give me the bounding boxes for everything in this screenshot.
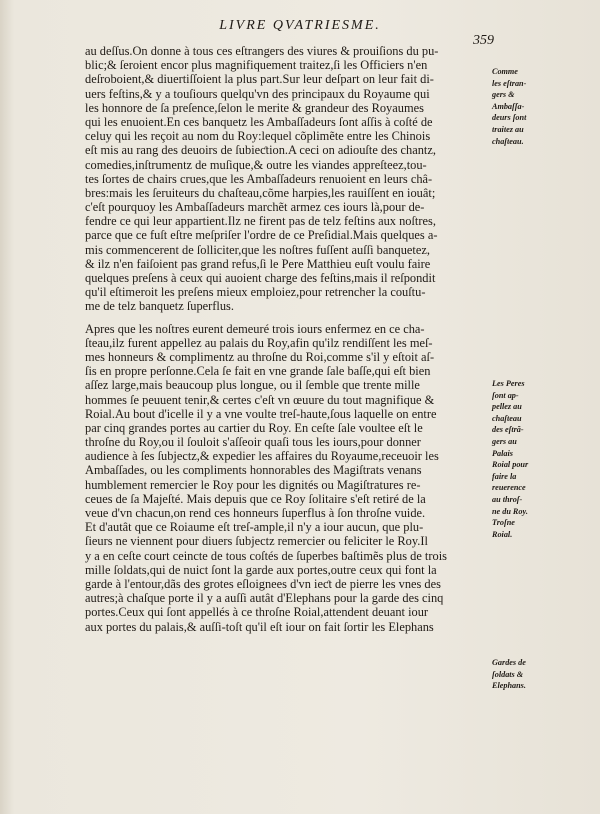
text-line: garde à l'entour,dãs des grotes eſloignees d'vn ieƈt de pierre les vnes des: [85, 576, 441, 591]
text-line: deſroboient,& diuertiſſoient la plus part.Sur leur deſpart on leur fait di-: [85, 72, 434, 87]
text-line: hommes ſe peuuent tenir,& certes c'eſt vn œuure du tout magnifique &: [85, 392, 435, 407]
margin-note-line: ſont ap-: [492, 390, 519, 400]
text-line: celuy qui les reçoit au nom du Roy:lequel cõplimẽte entre les Chinois: [85, 129, 431, 144]
text-line: ſis en propre perſonne.Cela ſe fait en vne grande ſale baſſe,qui eſt bien: [85, 364, 431, 379]
margin-note-line: pellez au: [492, 402, 522, 412]
text-line: veue d'vn chacun,on rend ces honneurs ſuperflus à ſon throſne vuide.: [85, 506, 426, 520]
margin-note-line: Gardes de: [492, 658, 526, 667]
text-line: par cinq grandes portes au cartier du Roy. En ceſte ſale voultee eſt le: [85, 420, 423, 435]
text-line: parce que ce fuſt eſtre meſpriſer l'ordre de ce Preſidial.Mais quelques a-: [85, 228, 438, 243]
paragraph-1: [85, 44, 487, 314]
text-line: aux portes du palais,& auſſi-toſt qu'il eſt iour on fait ſortir les Elephans: [85, 619, 434, 634]
margin-note-line: faire la: [492, 471, 517, 481]
text-line: les honnore de ſa preſence,ſelon le merite & grandeur des Royaumes: [85, 100, 424, 115]
margin-note-line: ſoldats &: [492, 669, 524, 679]
text-line: mis commencerent de ſolliciter,que les noſtres fuſſent auſſi banquetez,: [85, 242, 430, 257]
page-number: 359: [473, 33, 494, 48]
text-line: & ilz n'en faiſoient pas grand refus,ſi le Pere Matthieu euſt voulu faire: [85, 256, 431, 271]
text-line: y a en ceſte court ceincte de tous coſtés de ſuperbes baſtimẽs plus de trois: [85, 548, 447, 563]
text-line: ſteau,ilz furent appellez au palais du Roy,afin qu'ilz rendiſſent les meſ-: [85, 335, 433, 350]
margin-note-line: Roial pour: [492, 460, 529, 470]
margin-note-line: des eſtrã-: [492, 425, 524, 435]
text-line: autres;à chaſque porte il y a auſſi autât d'Elephans pour la garde des cinq: [85, 591, 444, 606]
text-line: me de telz banquetz ſuperflus.: [85, 299, 234, 314]
text-line: Roial.Au bout d'icelle il y a vne voulte treſ-haute,ſous laquelle on entre: [85, 406, 437, 421]
margin-note-line: Palais: [492, 448, 513, 458]
paragraph-2: [85, 322, 487, 634]
text-line: tes ſortes de chairs crues,que les Ambaſſadeurs renuoient en leurs châ-: [85, 171, 433, 186]
text-line: au deſſus.On donne à tous ces eſtrangers des viures & prouiſions du pu-: [85, 44, 439, 58]
margin-note-fathers-called: [492, 378, 552, 540]
margin-note-line: Comme: [492, 67, 518, 76]
running-head: LIVRE QVATRIESME.: [219, 18, 381, 33]
text-line: bres:mais les ſeruiteurs du chaſteau,cõme harpies,les rauiſſent en iouât;: [85, 185, 436, 200]
text-line: mille ſoldats,qui de nuict ſont la garde aux portes,outre ceux qui font la: [85, 562, 437, 577]
text-line: eſt mis au rang des deuoirs de ſubieƈtion.A ceci on adiouſte des chantz,: [85, 143, 436, 158]
margin-note-line: Roial.: [492, 529, 513, 539]
body-text: [85, 44, 487, 634]
text-line: Apres que les noſtres eurent demeuré trois iours enfermez en ce cha-: [85, 321, 425, 336]
margin-note-line: Ambaſſa-: [492, 101, 525, 111]
text-line: quelques preſens à ceux qui auoient charge des feſtins,mais il reſpondit: [85, 271, 436, 285]
text-line: comedies,inſtrumentz de muſique,& outre les viandes appreſteez,tou-: [85, 157, 427, 172]
text-line: blic;& ſeroient encor plus magnifiquement traitez,ſi les Officiers n'en: [85, 58, 428, 73]
text-line: mes honneurs & complimentz au throſne du Roi,comme s'il y eſtoit aſ-: [85, 349, 435, 364]
margin-note-line: au throſ-: [492, 494, 523, 504]
margin-note-line: Elephans.: [492, 681, 526, 691]
text-line: portes.Ceux qui ſont appellés à ce throſne Roial,attendent deuant iour: [85, 605, 429, 620]
text-line: uers feſtins,& y a touſiours quelqu'vn des principaux du Royaume qui: [85, 86, 430, 101]
margin-note-line: traitez au: [492, 124, 524, 134]
margin-note-line: Troſne: [492, 518, 515, 528]
margin-note-line: gers &: [492, 90, 515, 100]
text-line: aſſez large,mais beaucoup plus longue, ou il ſemble que trente mille: [85, 378, 420, 393]
margin-note-line: les eſtran-: [492, 78, 527, 88]
text-line: humblement remercier le Roy pour les dignités ou Magiſtratures re-: [85, 477, 421, 492]
margin-note-line: gers au: [492, 436, 517, 446]
margin-note-line: Les Peres: [492, 379, 525, 388]
paragraph-gap: [85, 314, 487, 322]
margin-note-line: ne du Roy.: [492, 506, 528, 516]
text-line: Et d'autât que ce Roiaume eſt treſ-ample,il n'y a iour aucun, que plu-: [85, 520, 424, 535]
margin-note-line: deurs ſont: [492, 113, 527, 123]
margin-note-strangers: [492, 66, 552, 147]
text-line: ceues de ſa Majeſté. Mais depuis que ce Roy ſolitaire s'eſt retiré de la: [85, 491, 426, 506]
text-line: c'eſt pourquoy les Ambaſſadeurs marchẽt armez ces iours là,pour de-: [85, 200, 425, 215]
text-line: throſne du Roy,ou il ſouloit s'aſſeoir quaſi tous les iours,pour donner: [85, 435, 421, 450]
text-line: audience à ſes ſubjectz,& expedier les affaires du Royaume,receuoir les: [85, 449, 439, 464]
text-line: fendre ce qui leur appartient.Ilz ne firent pas de telz feſtins aux noſtres,: [85, 214, 436, 229]
text-line: qu'il eſtimeroit les preſens mieux emploiez,pour retrencher la couſtu-: [85, 285, 426, 300]
text-line: qui les enuoient.En ces banquetz les Ambaſſadeurs ſont aſſis à coſté de: [85, 114, 433, 129]
margin-note-guards: [492, 657, 552, 692]
text-line: Ambaſſades, ou les compliments honnorables des Magiſtrats venans: [85, 463, 422, 478]
margin-note-line: reuerence: [492, 483, 526, 493]
margin-note-line: chaſteau: [492, 413, 522, 423]
text-line: ſieurs ne viennent pour diuers ſubjectz remercier ou feliciter le Roy.Il: [85, 534, 428, 549]
margin-note-line: chaſteau.: [492, 136, 524, 146]
